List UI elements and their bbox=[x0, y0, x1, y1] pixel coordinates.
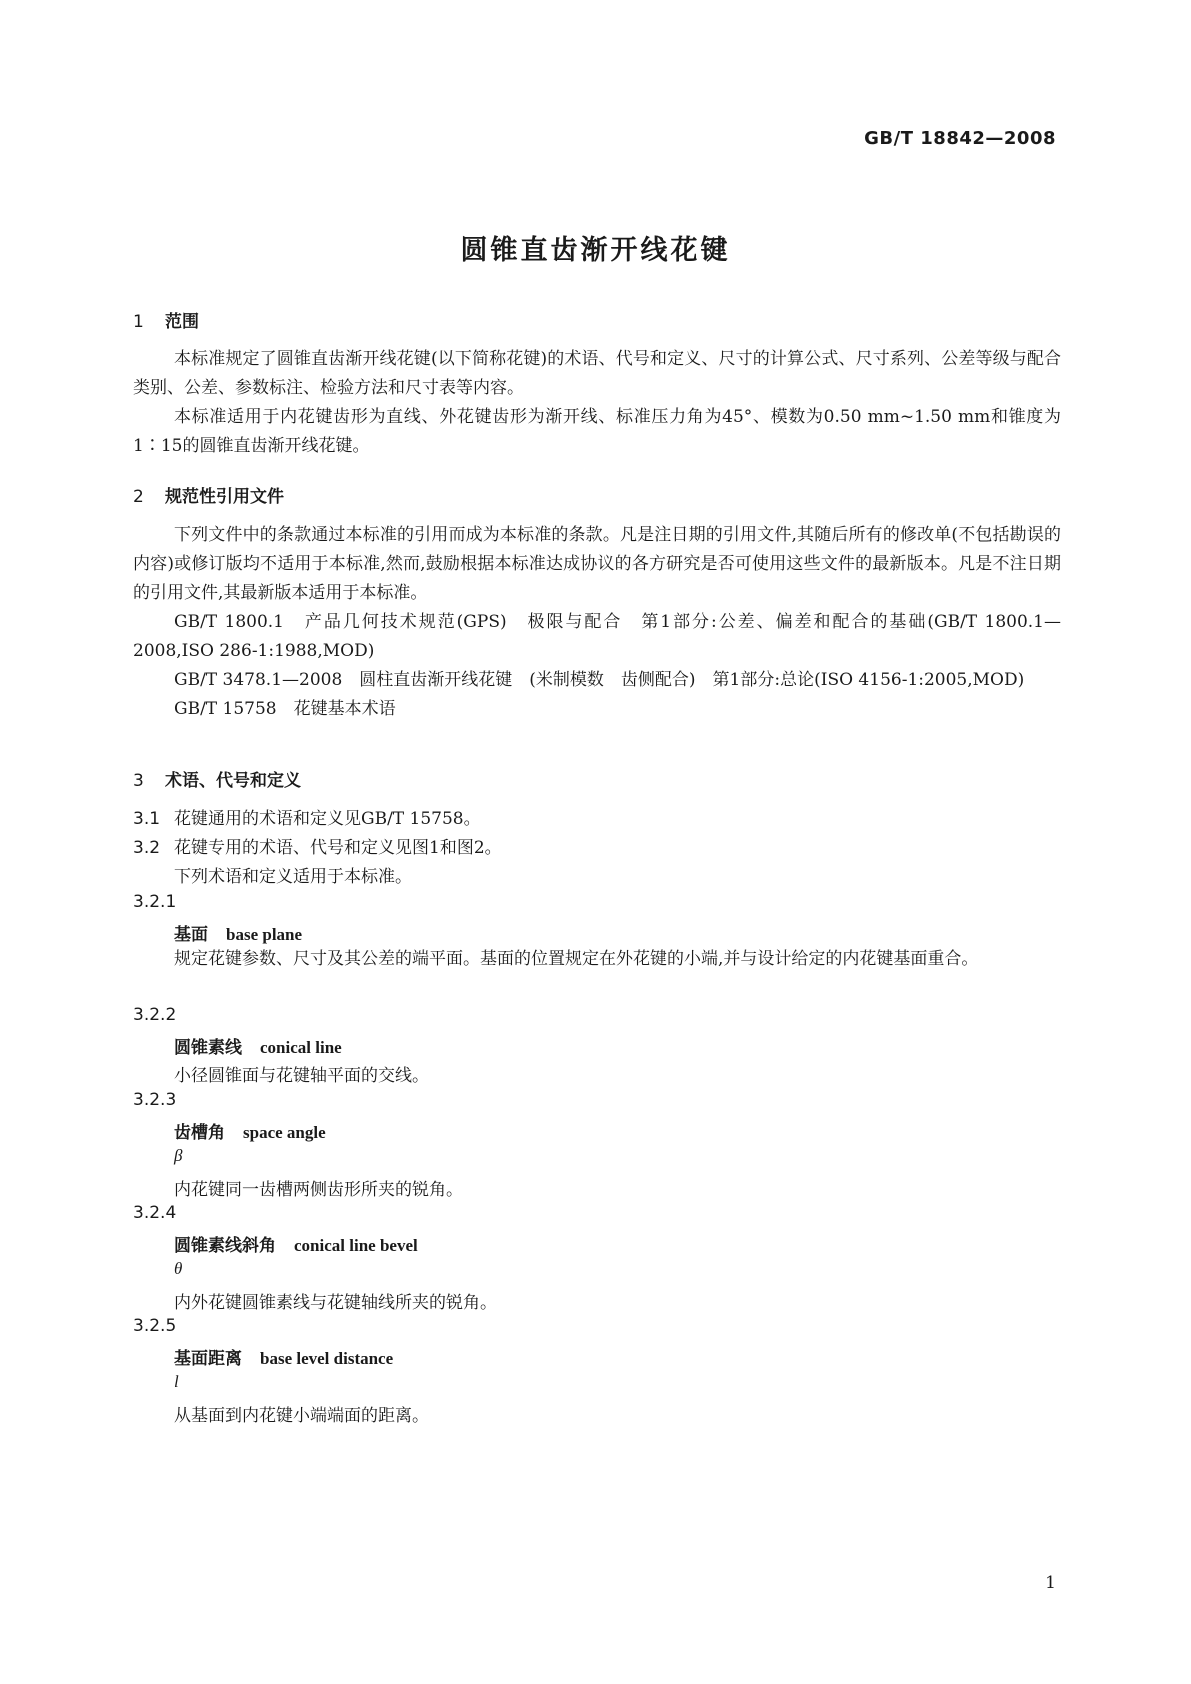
term-number: 3.2.5 bbox=[133, 1316, 177, 1336]
term-chinese: 基面 bbox=[174, 925, 208, 945]
section-title: 范围 bbox=[165, 312, 199, 332]
term-definition: 内花键同一齿槽两侧齿形所夹的锐角。 bbox=[174, 1180, 463, 1200]
term-definition: 从基面到内花键小端端面的距离。 bbox=[174, 1406, 429, 1426]
section-number: 2 bbox=[133, 487, 144, 507]
clause-number: 3.1 bbox=[133, 809, 161, 829]
term-english: space angle bbox=[243, 1123, 326, 1142]
term-chinese: 基面距离 bbox=[174, 1349, 242, 1369]
term-heading bbox=[174, 1231, 418, 1256]
reference-item: GB/T 3478.1—2008 圆柱直齿渐开线花键 (米制模数 齿侧配合) 第1部分:总论(ISO 4156-1:2005,MOD) bbox=[174, 670, 1025, 690]
term-symbol: β bbox=[174, 1146, 183, 1165]
clause-3-2 bbox=[133, 833, 502, 858]
term-english: conical line bevel bbox=[294, 1236, 418, 1255]
term-definition: 内外花键圆锥素线与花键轴线所夹的锐角。 bbox=[174, 1293, 497, 1313]
clause-3-1 bbox=[133, 804, 481, 829]
section-1-heading bbox=[133, 307, 199, 332]
term-heading bbox=[174, 920, 302, 945]
clause-number: 3.2 bbox=[133, 838, 161, 858]
term-symbol: θ bbox=[174, 1259, 183, 1278]
definition-text: 规定花键参数、尺寸及其公差的端平面。基面的位置规定在外花键的小端,并与设计给定的内花键基面重合。 bbox=[174, 949, 979, 969]
clause-text: 花键通用的术语和定义见GB/T 15758。 bbox=[174, 809, 481, 829]
section-2-body bbox=[133, 521, 1061, 724]
term-chinese: 齿槽角 bbox=[174, 1123, 225, 1143]
reference-item: GB/T 1800.1 产品几何技术规范(GPS) 极限与配合 第1部分:公差、偏差和配合的基础(GB/T 1800.1—2008,ISO 286-1:1988,MOD) bbox=[133, 612, 1061, 661]
standard-number: GB/T 18842—2008 bbox=[864, 128, 1056, 149]
clause-3-2-intro: 下列术语和定义适用于本标准。 bbox=[174, 867, 412, 887]
section-title: 术语、代号和定义 bbox=[165, 771, 301, 791]
paragraph: 下列文件中的条款通过本标准的引用而成为本标准的条款。凡是注日期的引用文件,其随后所有的修改单(不包括勘误的内容)或修订版均不适用于本标准,然而,鼓励根据本标准达成协议的各方研究是否可使用这些文件的最新版本。凡是不注日期的引用文件,其最新版本适用于本标准。 bbox=[133, 525, 1061, 603]
section-2-heading bbox=[133, 482, 284, 507]
term-chinese: 圆锥素线斜角 bbox=[174, 1236, 276, 1256]
term-definition bbox=[133, 945, 1061, 974]
term-number: 3.2.2 bbox=[133, 1005, 177, 1025]
section-number: 1 bbox=[133, 312, 144, 332]
section-number: 3 bbox=[133, 771, 144, 791]
term-number: 3.2.3 bbox=[133, 1090, 177, 1110]
paragraph: 本标准适用于内花键齿形为直线、外花键齿形为渐开线、标准压力角为45°、模数为0.50 mm~1.50 mm和锥度为1∶15的圆锥直齿渐开线花键。 bbox=[133, 407, 1061, 456]
term-heading bbox=[174, 1118, 326, 1143]
term-english: base level distance bbox=[260, 1349, 394, 1368]
term-symbol: l bbox=[174, 1372, 179, 1391]
term-definition: 小径圆锥面与花键轴平面的交线。 bbox=[174, 1066, 429, 1086]
term-english: conical line bbox=[260, 1038, 342, 1057]
page-number: 1 bbox=[1045, 1573, 1056, 1593]
term-english: base plane bbox=[226, 925, 303, 944]
section-1-body bbox=[133, 345, 1061, 461]
document-title: 圆锥直齿渐开线花键 bbox=[460, 235, 731, 266]
clause-text: 花键专用的术语、代号和定义见图1和图2。 bbox=[174, 838, 502, 858]
section-title: 规范性引用文件 bbox=[165, 487, 284, 507]
term-heading bbox=[174, 1033, 342, 1058]
paragraph: 本标准规定了圆锥直齿渐开线花键(以下简称花键)的术语、代号和定义、尺寸的计算公式、尺寸系列、公差等级与配合类别、公差、参数标注、检验方法和尺寸表等内容。 bbox=[133, 349, 1061, 398]
term-heading bbox=[174, 1344, 393, 1369]
reference-item: GB/T 15758 花键基本术语 bbox=[174, 699, 396, 719]
term-chinese: 圆锥素线 bbox=[174, 1038, 242, 1058]
term-number: 3.2.4 bbox=[133, 1203, 177, 1223]
section-3-heading bbox=[133, 766, 301, 791]
term-number: 3.2.1 bbox=[133, 892, 177, 912]
